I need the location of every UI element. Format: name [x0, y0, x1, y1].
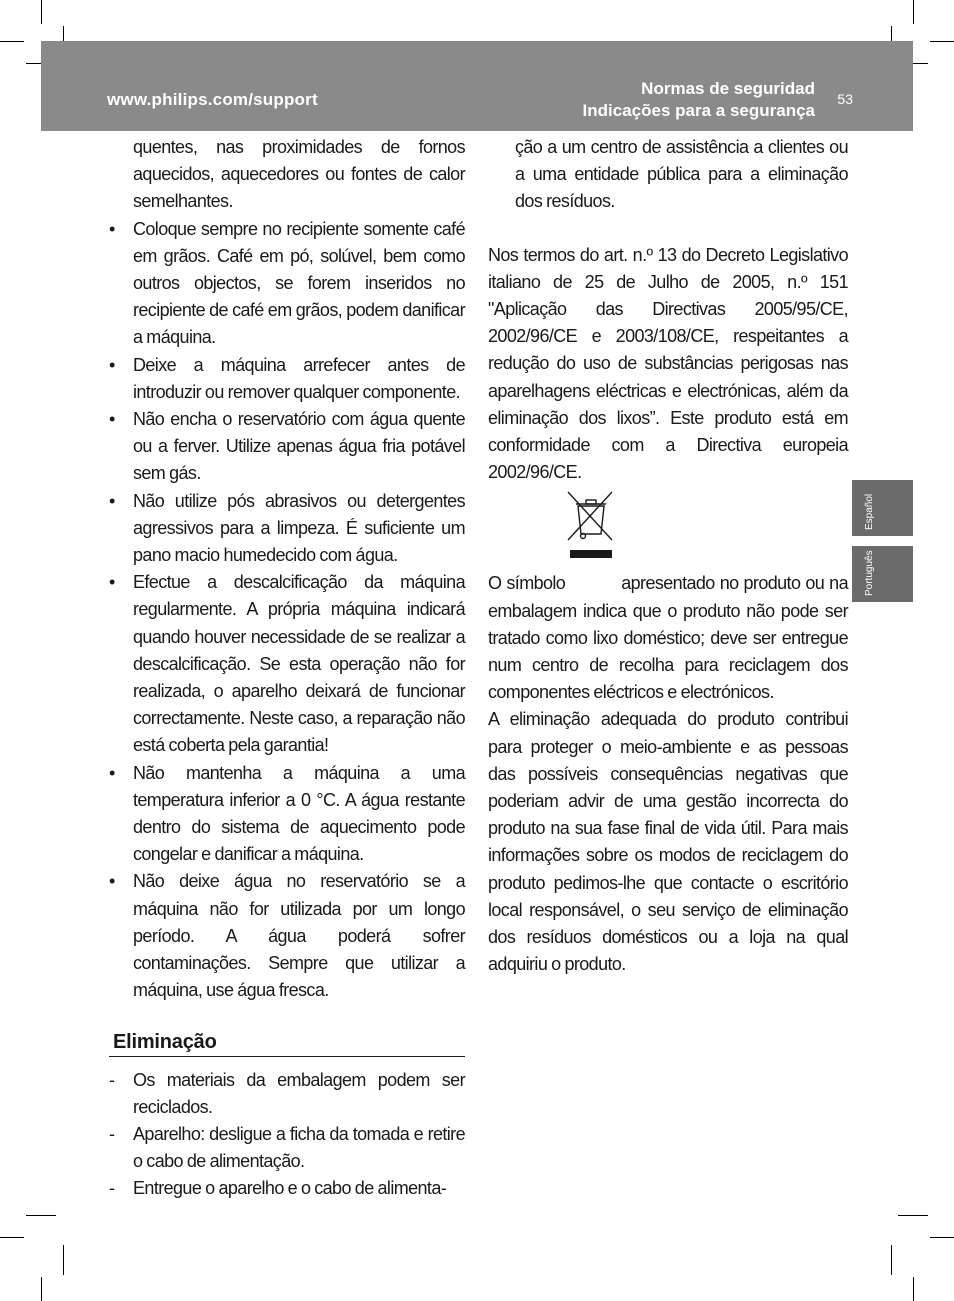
crop-mark — [898, 1215, 928, 1216]
bullet-mark: • — [109, 409, 115, 430]
law-paragraph: Nos termos do art. n.º 13 do Decreto Legislativo italiano de 25 de Julho de 2005, n.º 151 "Aplicação das Directivas 2005/95/CE, 2002/96/CE e 2003/108/CE, respeitantes a redução do uso de substâncias perigosas nas aparelhagens eléctricas e electrónicas, além da eliminação dos lixos”. Este produto está em conformidade com a Directiva europeia 2002/96/CE. — [488, 244, 848, 483]
crop-mark — [913, 0, 914, 24]
crossed-out-wheelie-bin-icon — [566, 488, 616, 560]
crop-mark — [891, 1245, 892, 1275]
tab-espanol[interactable] — [852, 480, 913, 536]
bullet-mark: • — [109, 490, 115, 511]
crop-mark — [41, 0, 42, 24]
left-column — [109, 134, 465, 1203]
symbol-rest: apresentado no produto ou na embalagem indica que o produto não pode ser tratado como lixo doméstico; deve ser entregue num centro de recolha para reciclagem dos componentes eléctricos e electrónicos. — [488, 573, 848, 703]
page-header — [41, 41, 913, 131]
crop-mark — [930, 41, 954, 42]
tab-espanol-label: Español — [864, 493, 875, 530]
crop-mark — [41, 1277, 42, 1301]
symbol-paragraph — [488, 570, 848, 706]
list-item: - Aparelho: desligue a ficha da tomada e retire o cabo de alimentação. — [109, 1121, 465, 1175]
bullet-mark: • — [109, 218, 115, 239]
list-item: • Efectue a descalcificação da máquina regularmente. A própria máquina indicará quando houver necessidade de se realizar a descalcificação. Se esta operação não for realizada, o aparelho deixará de funcionar correctamente. Neste caso, a reparação não está coberta pela garantia! — [109, 569, 465, 759]
dash-mark: - — [109, 1069, 115, 1090]
disposal-paragraph: A eliminação adequada do produto contribui para proteger o meio-ambiente e as pessoas das possíveis consequências negativas que poderiam advir de uma gestão incorrecta do produto na sua fase final de vida útil. Para mais informações sobre os modos de reciclagem do produto pedimos-lhe que contacte o escritório local responsável, o seu serviço de eliminação dos resíduos domésticos ou a loja na qual adquiriu o produto. — [488, 709, 848, 975]
crop-mark — [0, 1237, 24, 1238]
list-item: • Não utilize pós abrasivos ou detergentes agressivos para a limpeza. É suficiente um pano macio humedecido com água. — [109, 488, 465, 570]
header-title-spanish: Normas de seguridad — [641, 79, 815, 98]
list-item: • Deixe a máquina arrefecer antes de introduzir ou remover qualquer componente. — [109, 352, 465, 406]
bullet-mark: • — [109, 572, 115, 593]
header-title-portuguese: Indicações para a segurança — [582, 101, 815, 120]
crop-mark — [930, 1237, 954, 1238]
list-item: - Entregue o aparelho e o cabo de alimenta- — [109, 1175, 465, 1202]
crop-mark — [913, 1277, 914, 1301]
list-item: • Coloque sempre no recipiente somente café em grãos. Café em pó, solúvel, bem como outros objectos, se forem inseridos no recipiente de café em grãos, podem danificar a máquina. — [109, 216, 465, 352]
support-url[interactable]: www.philips.com/support — [107, 90, 318, 109]
disposal-list — [109, 1067, 465, 1203]
symbol-intro: O símbolo — [488, 573, 566, 594]
bullet-mark: • — [109, 354, 115, 375]
list-item: • Não encha o reservatório com água quente ou a ferver. Utilize apenas água fria potável sem gás. — [109, 406, 465, 488]
crop-mark — [26, 1215, 56, 1216]
tab-portugues[interactable] — [852, 546, 913, 602]
header-titles — [583, 78, 815, 122]
page-number: 53 — [837, 91, 853, 107]
dash-mark: - — [109, 1123, 115, 1144]
crop-mark — [63, 1245, 64, 1275]
dash-mark: - — [109, 1178, 115, 1199]
section-title-eliminacao: Eliminação — [109, 1029, 465, 1057]
right-column — [488, 134, 848, 978]
list-item: • Não deixe água no reservatório se a máquina não for utilizada por um longo período. A água poderá sofrer contaminações. Sempre que utilizar a máquina, use água fresca. — [109, 868, 465, 1004]
safety-list — [109, 216, 465, 1005]
list-item: • Não mantenha a máquina a uma temperatura inferior a 0 °C. A água restante dentro do sistema de aquecimento pode congelar e danificar a máquina. — [109, 760, 465, 869]
continuation-text: ção a um centro de assistência a clientes ou a uma entidade pública para a eliminação dos resíduos. — [515, 137, 848, 212]
bullet-mark: • — [109, 762, 115, 783]
crop-mark — [0, 41, 24, 42]
tab-portugues-label: Português — [864, 550, 875, 596]
bullet-mark: • — [109, 871, 115, 892]
continuation-text: quentes, nas proximidades de fornos aquecidos, aquecedores ou fontes de calor semelhantes. — [133, 137, 465, 212]
list-item: - Os materiais da embalagem podem ser reciclados. — [109, 1067, 465, 1121]
